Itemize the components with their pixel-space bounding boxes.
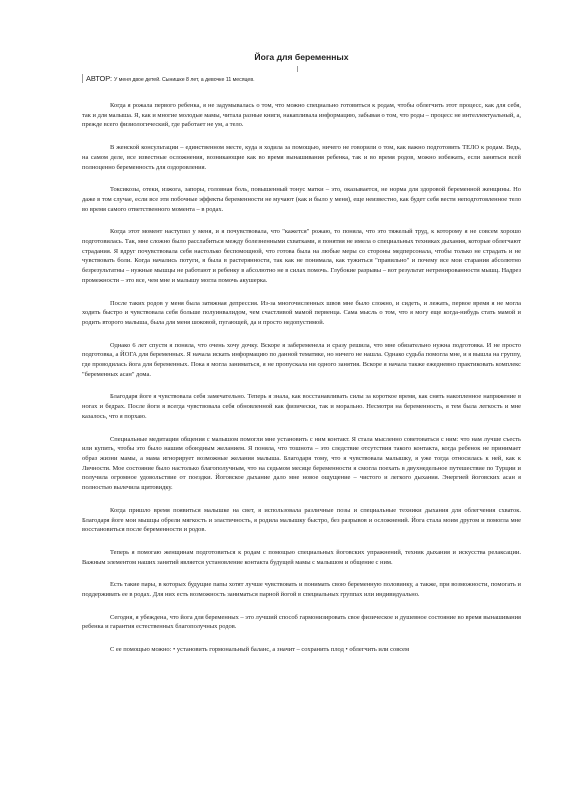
paragraph: Благодаря йоге я чувствовала себя замечательно. Теперь я знала, как восстанавливать силы за короткое время, как снять накопленное напряжение в ногах и бедрах. После йоги я всегда чувствовала себя обновленной как физически, так и морально. Несмотря на беременность, я тем была легкость и мне казалось, что я порхаю. [82,393,521,420]
paragraph: Теперь я помогаю женщинам подготовиться к родам с помощью специальных йоговских упражнений, техник дыхания и искусства релаксации. Важным элементом наших занятий является установление контакта будущей мамы с малышом и общение с ним. [82,548,521,566]
paragraph: Когда я рожала первого ребенка, я не задумывалась о том, что можно специально готовиться к родам, чтобы облегчить этот процесс, как для себя, так и для малыша. Я, как и многие молодые мамы, читала разные книги, накапливала информацию, забывая о том, что роды – процесс не интеллектуальный, а, прежде всего физиологический, где работает не ум, а тело. [82,102,521,129]
paragraph: Токсикозы, отеки, изжога, запоры, головная боль, повышенный тонус матки – это, оказывается, не норма для здоровой беременной женщины. Но даже в том случае, если все эти побочные эффекты беременности не мучают (как и было у меня), еще неизвестно, как будет себя вести неподготовленное тело во время самого ответственного момента – в родах. [82,186,521,213]
paragraph: Специальные медитации общения с малышом помогли мне установить с ним контакт. Я стала мысленно советоваться с ним: что нам лучше съесть или купить, чтобы это было нашим обоюдным желанием. Я поняла, что тошнота – это следствие отсутствия такого контакта, когда ребенок не принимает образ жизни мамы, а мама игнорирует возможные желания малыша. Благодаря тому, что я чувствовала малышку, я уже тогда относилась к ней, как к Личности. Мое состояние было настолько благополучным, что на седьмом месяце беременности я смогла поехать в двухнедельное путешествие по Турции и получила огромное удовольствие от поездки. Йоговское дыхание дало мне новое ощущение – чистого и легкого дыхания. Энергией йоговских асан я полностью вылечила щитовидку. [82,435,521,492]
paragraph: Есть такие пары, в которых будущие папы хотят лучше чувствовать и понимать свою беременную половинку, а также, при возможности, помогать и поддерживать ее в родах. Для них есть возможность заниматься парной йогой в специальных группах или индивидуально. [82,581,521,599]
author-label: АВТОР: [86,74,113,83]
article-body [82,101,521,655]
author-line [82,74,521,83]
document-title: Йога для беременных [254,52,349,62]
paragraph: Сегодня, я убеждена, что йога для беременных – это лучший способ гармонизировать свое физическое и душевное состояние во время вынашивания ребенка и гарантия естественных благополучных родов. [82,613,521,631]
author-text: У меня двое детей. Сынишке 8 лет, а девочке 11 месяцев. [114,77,255,83]
text-cursor-marker [297,66,298,72]
paragraph: Когда этот момент наступил у меня, и я почувствовала, что "кажется" рожаю, то поняла, что это тяжелый труд, к которому я не совсем хорошо подготовилась. Так, мне сложно было расслабиться между болезненными схватками, я понятия не имела о специальных техниках дыхания, которые облегчают страдания. Я вдруг почувствовала себя настолько беспомощной, что готова была на любые меры со стороны медперсонала, чтобы только не страдать и не чувствовать боли. Когда начались потуги, я была в растерянности, так как не понимала, как тужиться "правильно" и почему все мои старания абсолютно безрезультатны – нужные мышцы не работают и ребенку в абсолютно не в силах помочь. Глубокие разрывы – вот результат нетренированности мышц. Надрез промежности – это все, чем мне и малышу могла помочь акушерка. [82,228,521,284]
paragraph: Однако 6 лет спустя я поняла, что очень хочу дочку. Вскоре я забеременела и сразу решила, что мне обязательно нужна подготовка. И не просто подготовка, а ЙОГА для беременных. Я начала искать информацию по данной тематике, но ничего не нашла. Однако судьба помогла мне, и я вышла на группу, где проводилась йога для беременных. Пока я могла заниматься, я не пропускала ни одного занятия. Вскоре я начала также ежедневно практиковать комплекс "беременных асан" дома. [82,341,521,378]
paragraph: В женской консультации – единственном месте, куда я ходила за помощью, ничего не говорили о том, как важно подготовить ТЕЛО к родам. Ведь, на самом деле, все известные осложнения, возникающие как во время вынашивания ребенка, так и во время родов, можно избежать, если заняться всей полноценно беременность для оздоровления. [82,144,521,171]
paragraph: Когда пришло время появиться малышке на свет, я использовала различные позы и специальные техники дыхания для облегчения схваток. Благодаря йоге мои мышцы обрели мягкость и эластичность, я родила малышку быстро, без разрывов и осложнений. Йога стала моим другом и помогла мне восстановиться после беременности и родов. [82,506,521,534]
paragraph: После таких родов у меня была затяжная депрессия. Из-за многочисленных швов мне было сложно, и сидеть, и лежать, первое время я не могла ходить быстро и чувствовала себя больше полуинвалидом, чем счастливой мамой первенца. Сама мысль о том, что я могу еще когда-нибудь стать мамой и родить второго малыша, была для меня шоковой, пугающей, да и просто недопустимой. [82,299,521,326]
paragraph: С ее помощью можно: • установить гормональный баланс, а значит – сохранить плод • облегчить или совсем [110,646,410,654]
